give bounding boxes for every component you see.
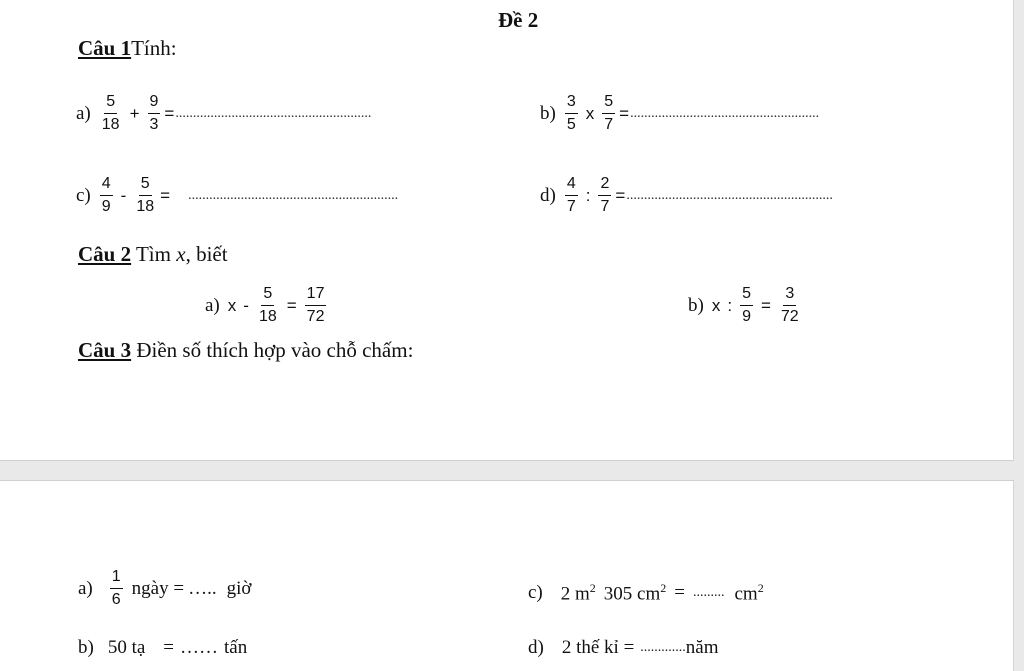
value-2-text: 305 cm (603, 583, 661, 605)
denominator: 6 (111, 591, 121, 608)
denominator: 7 (600, 198, 610, 215)
exponent: 2 (660, 581, 667, 595)
denominator: 5 (566, 116, 576, 133)
item-label: b) (540, 102, 556, 124)
unit-text: tấn (224, 637, 248, 658)
fraction (598, 176, 611, 215)
item-text: 50 tạ (107, 637, 146, 658)
operator: + (129, 103, 140, 123)
denominator: 9 (101, 198, 111, 215)
operator: : (585, 185, 591, 205)
fraction (740, 286, 753, 325)
q2-item-a (205, 286, 329, 325)
answer-blank: ........................................................ (175, 105, 372, 121)
equals-sign: = (615, 185, 626, 205)
value-2 (604, 581, 666, 605)
question-2-number: Câu 2 (78, 242, 132, 266)
q3-item-d (528, 637, 719, 659)
question-2-text-end: , biết (185, 242, 228, 266)
denominator: 3 (149, 116, 159, 133)
equals-sign: = (619, 103, 630, 123)
item-label: a) (205, 294, 220, 316)
fraction (148, 94, 161, 133)
denominator: 18 (258, 308, 277, 325)
item-label: c) (76, 184, 91, 206)
question-2-heading (78, 242, 228, 267)
variable-x: x (711, 295, 721, 315)
numerator: 5 (602, 94, 615, 114)
denominator: 7 (604, 116, 614, 133)
numerator: 5 (261, 286, 274, 306)
unit (734, 581, 763, 605)
item-label: d) (540, 184, 556, 206)
q3-item-a (78, 569, 251, 608)
exponent: 2 (589, 581, 596, 595)
equals-sign: = (674, 582, 685, 604)
numerator: 2 (598, 176, 611, 196)
equals-sign: = (164, 103, 175, 123)
denominator: 9 (742, 308, 751, 325)
equals-sign: = (163, 637, 175, 658)
numerator: 9 (148, 94, 161, 114)
q3-item-c (528, 581, 764, 605)
numerator: 4 (565, 176, 578, 196)
numerator: 4 (100, 176, 113, 196)
denominator: 18 (101, 116, 120, 133)
fraction (779, 286, 801, 325)
item-label: a) (76, 102, 91, 124)
document-title: Đề 2 (498, 8, 539, 32)
fraction (100, 94, 122, 133)
unit-text: năm (685, 637, 719, 658)
denominator: 7 (566, 198, 576, 215)
answer-blank: ........................................................... (626, 187, 833, 203)
question-1-text: Tính: (131, 36, 177, 60)
answer-blank: …… (180, 637, 219, 658)
numerator: 5 (139, 176, 152, 196)
denominator: 72 (780, 308, 799, 325)
numerator: 3 (565, 94, 578, 114)
question-2-variable: x (176, 242, 186, 266)
equals-sign: = (286, 295, 297, 315)
numerator: 5 (104, 94, 117, 114)
answer-blank: ............................................................ (188, 187, 399, 203)
question-1-number: Câu 1 (78, 36, 132, 60)
operator: - (120, 185, 127, 205)
q3-item-b (78, 637, 247, 659)
numerator: 5 (740, 286, 753, 306)
denominator: 72 (306, 308, 325, 325)
answer-blank: ......... (692, 585, 725, 601)
q1-item-d (540, 176, 833, 215)
value-1-text: 2 m (560, 583, 590, 605)
question-1-heading (78, 36, 177, 61)
question-3-text: Điền số thích hợp vào chỗ chấm: (136, 338, 414, 362)
fraction (134, 176, 156, 215)
unit-text: giờ (226, 577, 252, 599)
document-page-2 (0, 480, 1014, 671)
operator: x (585, 103, 595, 123)
fraction (257, 286, 279, 325)
question-3-number: Câu 3 (78, 338, 132, 362)
answer-blank: ...................................................... (630, 105, 820, 121)
q1-item-b (540, 94, 819, 133)
equals-sign: = (160, 185, 171, 205)
denominator: 18 (136, 198, 155, 215)
item-label: a) (78, 577, 93, 599)
fraction (305, 286, 327, 325)
fraction (100, 176, 113, 215)
item-label: d) (528, 637, 544, 658)
item-label: b) (688, 294, 704, 316)
fraction (565, 94, 578, 133)
q2-item-b (688, 286, 804, 325)
fraction (110, 569, 123, 608)
answer-blank: ............. (640, 640, 686, 655)
equals-sign: = (760, 295, 771, 315)
operator: - (243, 295, 249, 315)
fraction (602, 94, 615, 133)
item-label: b) (78, 637, 94, 658)
fraction (565, 176, 578, 215)
item-label: c) (528, 582, 543, 604)
question-2-text: Tìm (135, 242, 171, 266)
exponent: 2 (757, 581, 764, 595)
variable-x: x (227, 295, 237, 315)
item-text: ngày = (131, 577, 185, 599)
q1-item-c (76, 176, 398, 215)
question-3-heading (78, 338, 413, 363)
value-1 (561, 581, 596, 605)
unit-text: cm (734, 583, 758, 605)
item-text: 2 thế kỉ = (561, 637, 635, 658)
numerator: 3 (783, 286, 796, 306)
q1-item-a (76, 94, 371, 133)
answer-blank: ….. (188, 577, 217, 599)
operator: : (727, 295, 733, 315)
numerator: 1 (110, 569, 123, 589)
numerator: 17 (305, 286, 327, 306)
